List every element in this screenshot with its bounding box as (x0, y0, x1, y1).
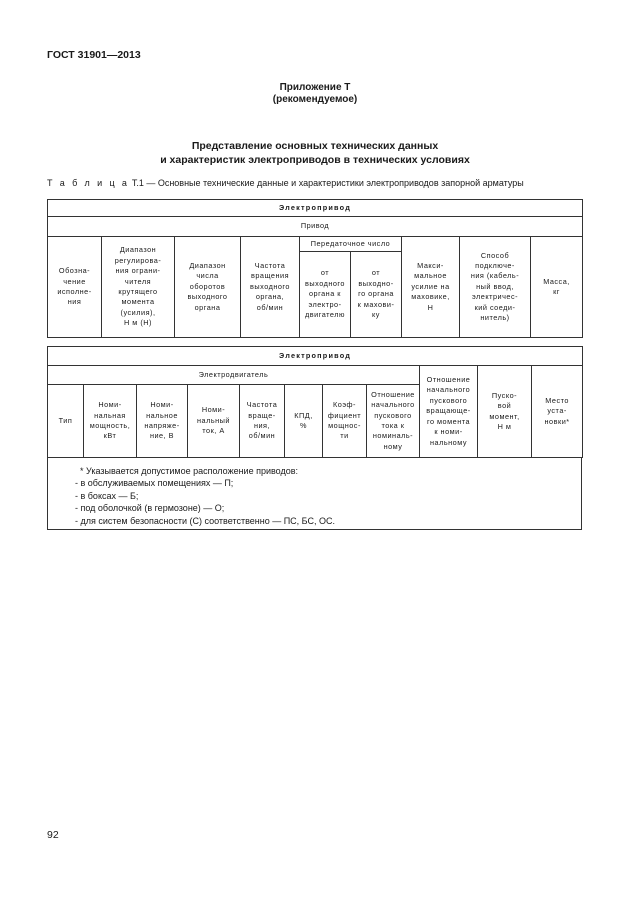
footnote-item: - под оболочкой (в гермозоне) — О; (75, 503, 225, 513)
col-max-force: Макси- мальное усилие на маховике, Н (402, 237, 460, 338)
table2-motor-header: Электродвигатель (48, 366, 420, 385)
col-torque-range: Диапазон регулирова- ния ограни- чителя крутящего момента (усилия), Н м (Н) (102, 237, 175, 338)
footnote-item: - в боксах — Б; (75, 490, 139, 501)
annex-subtitle: (рекомендуемое) (272, 94, 358, 105)
table1-subgroup-header: Привод (48, 217, 583, 237)
table-caption-text: Т.1 — Основные технические данные и характеристики электроприводов запорной арматуры (129, 178, 524, 188)
col-ratio-to-motor: от выходного органа к электро- двигателю (300, 252, 351, 338)
annex-title-block (0, 82, 630, 106)
col-mass: Масса, кг (531, 237, 583, 338)
col-start-torque-ratio: Отношение начального пускового вращающе- го момента к номи- нальному (420, 366, 478, 458)
col-designation: Обозна- чение исполне- ния (48, 237, 102, 338)
specs-table-motor (47, 346, 583, 458)
col-connection: Способ подключе- ния (кабель- ный ввод, электричес- кий соеди- нитель) (460, 237, 531, 338)
table-caption (47, 178, 524, 188)
section-heading-line-1: Представление основных технических данных (191, 140, 439, 152)
annex-title: Приложение Т (279, 82, 351, 93)
section-heading (0, 139, 630, 167)
footnote-intro: * Указывается допустимое расположение приводов: (80, 466, 299, 476)
col-nominal-current: Номи- нальный ток, А (188, 385, 240, 458)
col-start-current-ratio: Отношение начального пускового тока к номиналь- ному (367, 385, 420, 458)
col-rotation-speed: Частота враще- ния, об/мин (240, 385, 285, 458)
col-power-factor: Коэф- фициент мощнос- ти (323, 385, 367, 458)
col-type: Тип (48, 385, 84, 458)
col-ratio-to-handwheel: от выходно- го органа к махови- ку (351, 252, 402, 338)
section-heading-line-2: и характеристик электроприводов в технических условиях (160, 154, 470, 166)
table-footnotes (47, 457, 582, 530)
document-code: ГОСТ 31901—2013 (47, 49, 141, 61)
table1-group-header: Электропривод (48, 200, 583, 217)
col-nominal-voltage: Номи- нальное напряже- ние, В (137, 385, 188, 458)
col-rpm-range: Диапазон числа оборотов выходного органа (175, 237, 241, 338)
footnote-item: - в обслуживаемых помещениях — П; (75, 478, 234, 488)
page-number: 92 (47, 829, 59, 841)
footnote-item: - для систем безопасности (С) соответственно — ПС, БС, ОС. (75, 515, 335, 526)
table-caption-label: Т а б л и ц а (47, 178, 130, 188)
col-efficiency: КПД, % (285, 385, 323, 458)
col-output-speed: Частота вращения выходного органа, об/мин (241, 237, 300, 338)
col-gear-ratio-header: Передаточное число (300, 237, 402, 252)
table2-group-header: Электропривод (48, 347, 583, 366)
specs-table-drive (47, 199, 583, 338)
col-nominal-power: Номи- нальная мощность, кВт (84, 385, 137, 458)
col-location: Место уста- новки* (532, 366, 583, 458)
col-start-torque: Пуско- вой момент, Н м (478, 366, 532, 458)
